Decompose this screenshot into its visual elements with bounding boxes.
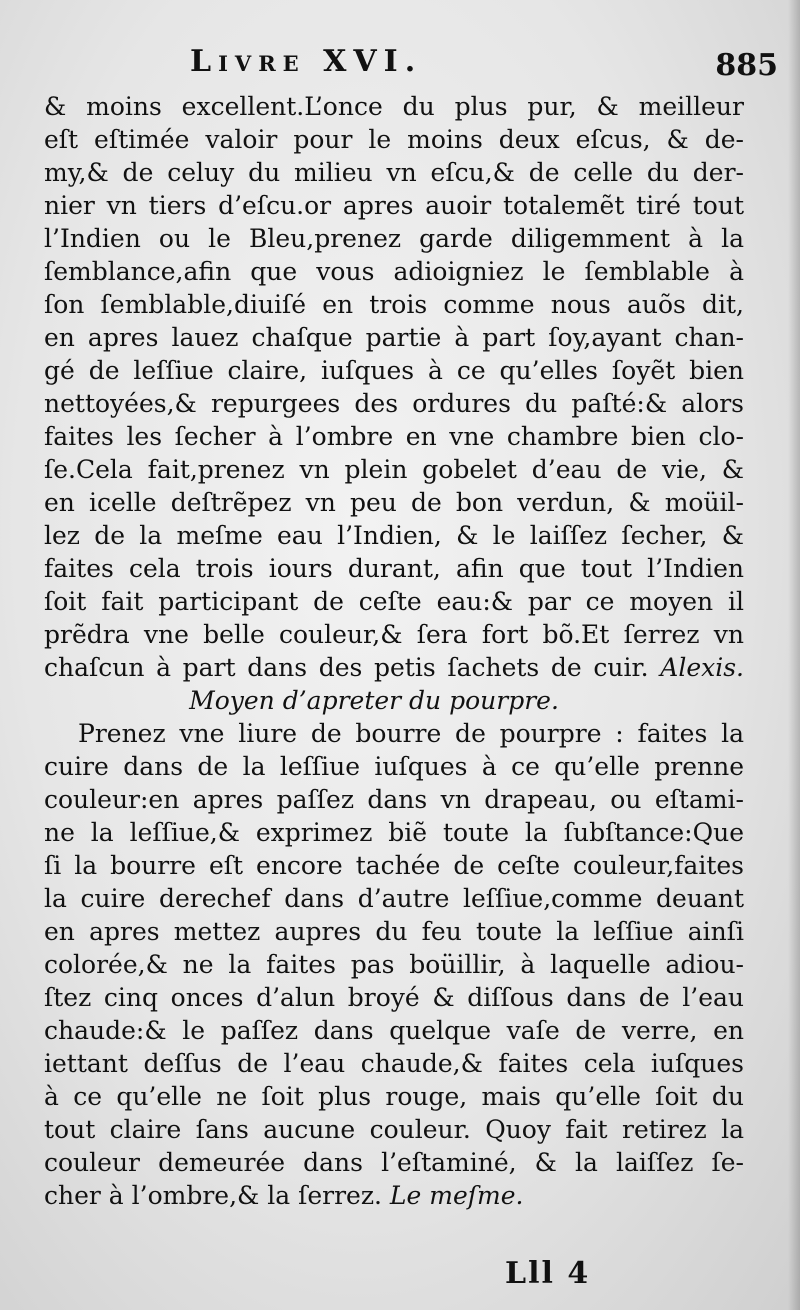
author-attribution: Le meſme. <box>389 1181 524 1210</box>
text-line: ſemblance,afin que vous adioigniez le ſemblable à <box>44 257 744 286</box>
text-line: la cuire derechef dans d’autre leſſiue,comme deuant <box>44 884 744 913</box>
text-line-content: chaſcun à part dans des petis ſachets de cuir. <box>44 653 649 682</box>
page-header <box>0 44 800 84</box>
text-line: couleur:en apres paſſez dans vn drapeau, ou eſtami- <box>44 785 744 814</box>
text-line: faites cela trois iours durant, afin que tout l’Indien <box>44 554 744 583</box>
paragraph-purifying-indigo <box>44 90 744 684</box>
text-line: ſe.Cela fait,prenez vn plein gobelet d’eau de vie, & <box>44 455 744 484</box>
text-line <box>44 651 744 684</box>
text-line: eſt eſtimée valoir pour le moins deux eſcus, & de- <box>44 125 744 154</box>
text-line: cuire dans de la leſſiue iuſques à ce qu’elle prenne <box>44 752 744 781</box>
text-line: en apres lauez chaſque partie à part ſoy,ayant chan- <box>44 323 744 352</box>
author-attribution: Alexis. <box>660 653 744 682</box>
page-footer <box>0 1256 800 1296</box>
text-line: prẽdra vne belle couleur,& ſera fort bõ.Et ſerrez vn <box>44 620 744 649</box>
text-line: chaude:& le paſſez dans quelque vaſe de verre, en <box>44 1016 744 1045</box>
text-line: my,& de celuy du milieu vn eſcu,& de celle du der- <box>44 158 744 187</box>
text-line: iettant deſſus de l’eau chaude,& faites cela iuſques <box>44 1049 744 1078</box>
signature-mark: Lll 4 <box>505 1256 591 1291</box>
section-title: Moyen d’apreter du pourpre. <box>189 686 559 715</box>
text-line: nettoyées,& repurgees des ordures du paſté:& alors <box>44 389 744 418</box>
text-line: Prenez vne liure de bourre de pourpre : faites la <box>78 719 744 748</box>
text-line-content: cher à l’ombre,& la ſerrez. <box>44 1181 382 1210</box>
text-line: colorée,& ne la faites pas boüillir, à laquelle adiou- <box>44 950 744 979</box>
text-line: nier vn tiers d’eſcu.or apres auoir totalemẽt tiré tout <box>44 191 744 220</box>
text-line: & moins excellent.L’once du plus pur, & meilleur <box>44 92 744 121</box>
running-title: Livre XVI. <box>190 44 423 79</box>
text-line: à ce qu’elle ne ſoit plus rouge, mais qu’elle ſoit du <box>44 1082 744 1111</box>
page-number: 885 <box>715 48 778 83</box>
paragraph-purple-recipe <box>44 717 744 1212</box>
text-line: tout claire ſans aucune couleur. Quoy fait retirez la <box>44 1115 744 1144</box>
page-edge-shadow <box>788 0 800 1310</box>
text-line: ſi la bourre eſt encore tachée de ceſte couleur,faites <box>44 851 744 880</box>
text-line: ſtez cinq onces d’alun broyé & diſſous dans de l’eau <box>44 983 744 1012</box>
text-line <box>44 1179 744 1212</box>
text-line: ne la leſſiue,& exprimez biẽ toute la ſubſtance:Que <box>44 818 744 847</box>
text-line: l’Indien ou le Bleu,prenez garde diligemment à la <box>44 224 744 253</box>
text-line: ſon ſemblable,diuiſé en trois comme nous auõs dit, <box>44 290 744 319</box>
text-line: en icelle deſtrẽpez vn peu de bon verdun, & moüil- <box>44 488 744 517</box>
text-line: en apres mettez aupres du feu toute la leſſiue ainſi <box>44 917 744 946</box>
text-line: faites les ſecher à l’ombre en vne chambre bien clo- <box>44 422 744 451</box>
text-line: couleur demeurée dans l’eſtaminé, & la laiſſez ſe- <box>44 1148 744 1177</box>
text-line: lez de la meſme eau l’Indien, & le laiſſez ſecher, & <box>44 521 744 550</box>
text-block <box>44 90 744 1212</box>
text-line: ſoit fait participant de ceſte eau:& par ce moyen il <box>44 587 744 616</box>
text-line: gé de leſſiue claire, iuſques à ce qu’elles ſoyẽt bien <box>44 356 744 385</box>
